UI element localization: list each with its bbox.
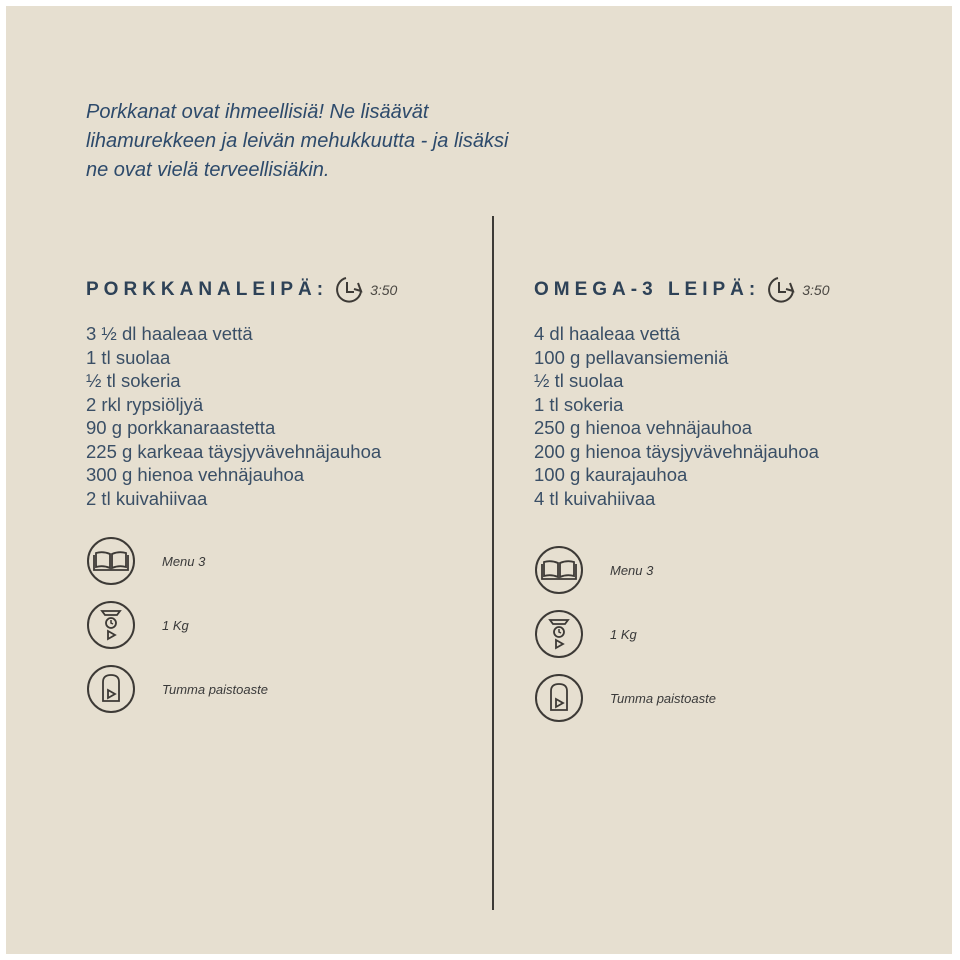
ingredient-item: 100 g pellavansiemeniä — [534, 346, 729, 368]
setting-menu-label: Menu 3 — [162, 553, 206, 569]
ingredient-item: 4 tl kuivahiivaa — [534, 487, 656, 509]
recipe-header — [86, 274, 397, 306]
column-divider — [492, 216, 494, 910]
ingredient-item: ½ tl suolaa — [534, 370, 624, 391]
book-icon — [534, 545, 584, 595]
recipe-porkkanaleipa — [86, 274, 398, 697]
recipe-title: OMEGA-3 LEIPÄ: — [534, 279, 761, 300]
ingredient-item: 200 g hienoa täysjyvävehnäjauhoa — [534, 440, 819, 462]
recipe-omega3-leipa — [534, 274, 830, 706]
ingredient-list — [86, 322, 486, 510]
scale-icon — [86, 600, 136, 650]
page — [6, 6, 952, 954]
setting-weight — [86, 600, 386, 650]
setting-crust-label: Tumma paistoaste — [610, 690, 716, 706]
setting-crust-label: Tumma paistoaste — [162, 681, 268, 697]
setting-menu — [86, 536, 386, 586]
ingredient-item: 250 g hienoa vehnäjauhoa — [534, 417, 753, 438]
ingredient-item: 1 tl suolaa — [86, 346, 171, 368]
setting-weight — [534, 609, 834, 659]
ingredient-item: 2 rkl rypsiöljyä — [86, 393, 204, 415]
setting-weight-label: 1 Kg — [162, 617, 189, 633]
ingredient-item: 2 tl kuivahiivaa — [86, 487, 208, 509]
scale-icon — [534, 609, 584, 659]
bread-icon — [86, 664, 136, 714]
clock-icon — [334, 275, 364, 305]
ingredient-item: 90 g porkkanaraastetta — [86, 417, 276, 438]
bread-icon — [534, 673, 584, 723]
bake-time: 3:50 — [802, 282, 830, 298]
book-icon — [86, 536, 136, 586]
ingredient-item: 225 g karkeaa täysjyvävehnäjauhoa — [86, 440, 382, 462]
ingredient-item: 4 dl haaleaa vettä — [534, 323, 681, 344]
ingredient-item: 300 g hienoa vehnäjauhoa — [86, 464, 305, 485]
setting-crust — [534, 673, 834, 723]
ingredient-item: 100 g kaurajauhoa — [534, 464, 688, 485]
ingredient-list — [534, 322, 934, 510]
setting-crust — [86, 664, 386, 714]
ingredient-item: 1 tl sokeria — [534, 393, 624, 415]
ingredient-item: ½ tl sokeria — [86, 370, 181, 391]
recipe-header — [534, 274, 829, 306]
setting-menu — [534, 545, 834, 595]
recipe-title: PORKKANALEIPÄ: — [86, 279, 329, 300]
intro-text: Porkkanat ovat ihmeellisiä! Ne lisäävät lihamurekkeen ja leivän mehukkuutta - ja lisäksi ne ovat vielä terveellisiäkin. — [86, 101, 509, 181]
bake-time: 3:50 — [370, 282, 398, 298]
clock-icon — [766, 275, 796, 305]
ingredient-item: 3 ½ dl haaleaa vettä — [86, 323, 253, 344]
setting-weight-label: 1 Kg — [610, 626, 637, 642]
setting-menu-label: Menu 3 — [610, 562, 654, 578]
